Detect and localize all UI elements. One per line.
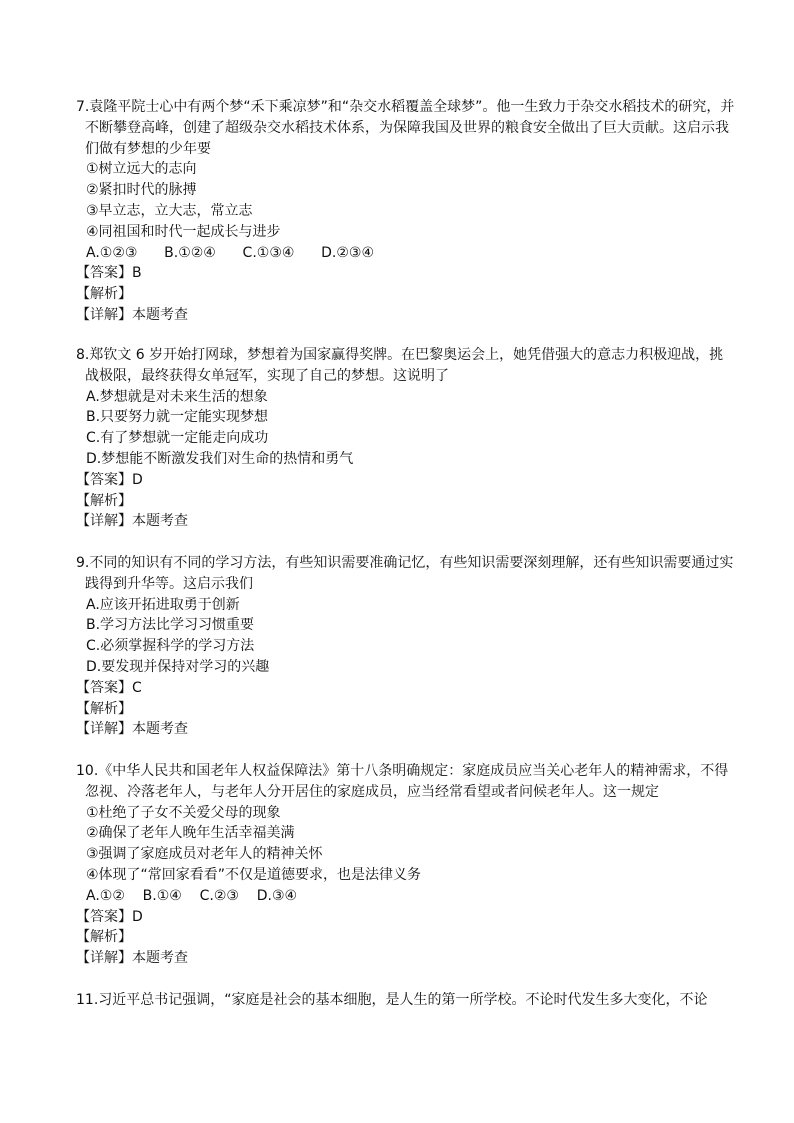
analysis-label: 【解析】 <box>76 492 132 509</box>
option-item: A.应该开拓进取勇于创新 <box>86 596 240 613</box>
option-item: C.有了梦想就一定能走向成功 <box>86 430 269 447</box>
option-item: ①树立远大的志向 <box>86 161 197 178</box>
question-stem: 7.袁隆平院士心中有两个梦“禾下乘凉梦”和“杂交水稻覆盖全球梦”。他一生致力于杂交水稻技术的研究，并不断攀登高峰，创建了超级杂交水稻技术体系，为保障我国及世界的粮食安全做出了巨大贡献。这启示我们做有梦想的少年要 <box>76 99 735 157</box>
option-item: ③早立志，立大志，常立志 <box>86 202 253 219</box>
option-item: B.只要努力就一定能实现梦想 <box>86 409 269 426</box>
question-10 <box>76 761 736 969</box>
answer-label: 【答案】D <box>76 908 143 925</box>
answer-label: 【答案】C <box>76 679 142 696</box>
answer-label: 【答案】D <box>76 471 143 488</box>
analysis-label: 【解析】 <box>76 929 132 946</box>
option-item: C.必须掌握科学的学习方法 <box>86 638 255 655</box>
question-stem: 11.习近平总书记强调，“家庭是社会的基本细胞，是人生的第一所学校。不论时代发生多大变化，不论 <box>76 992 708 1008</box>
question-stem: 10.《中华人民共和国老年人权益保障法》第十八条明确规定：家庭成员应当关心老年人的精神需求，不得忽视、冷落老年人，与老年人分开居住的家庭成员，应当经常看望或者问候老年人。这一规定 <box>76 763 729 800</box>
option-item: ④同祖国和时代一起成长与进步 <box>86 223 281 240</box>
answer-choices: A.①②③ B.①②④ C.①③④ D.②③④ <box>86 244 375 261</box>
answer-label: 【答案】B <box>76 265 142 282</box>
option-item: ③强调了家庭成员对老年人的精神关怀 <box>86 846 323 863</box>
detail-label: 【详解】本题考查 <box>76 513 188 530</box>
question-8 <box>76 345 736 532</box>
option-item: ②紧扣时代的脉搏 <box>86 182 197 199</box>
option-item: A.梦想就是对未来生活的想象 <box>86 388 268 405</box>
option-item: ④体现了“常回家看看”不仅是道德要求，也是法律义务 <box>86 866 422 883</box>
option-item: D.梦想能不断激发我们对生命的热情和勇气 <box>86 450 354 467</box>
option-item: ①杜绝了子女不关爱父母的现象 <box>86 804 281 821</box>
question-9 <box>76 553 736 740</box>
detail-label: 【详解】本题考查 <box>76 721 188 738</box>
analysis-label: 【解析】 <box>76 700 132 717</box>
option-item: B.学习方法比学习习惯重要 <box>86 617 255 634</box>
detail-label: 【详解】本题考查 <box>76 950 188 967</box>
question-stem: 9.不同的知识有不同的学习方法，有些知识需要准确记忆，有些知识需要深刻理解，还有些知识需要通过实践得到升华等。这启示我们 <box>76 555 734 592</box>
question-11 <box>76 990 736 1011</box>
option-item: D.要发现并保持对学习的兴趣 <box>86 658 270 675</box>
detail-label: 【详解】本题考查 <box>76 306 188 323</box>
answer-choices: A.①② B.①④ C.②③ D.③④ <box>86 887 298 904</box>
question-stem: 8.郑钦文 6 岁开始打网球，梦想着为国家赢得奖牌。在巴黎奥运会上，她凭借强大的意志力积极迎战，挑战极限，最终获得女单冠军，实现了自己的梦想。这说明了 <box>76 347 724 384</box>
option-item: ②确保了老年人晚年生活幸福美满 <box>86 825 295 842</box>
question-7 <box>76 97 736 326</box>
analysis-label: 【解析】 <box>76 286 132 303</box>
